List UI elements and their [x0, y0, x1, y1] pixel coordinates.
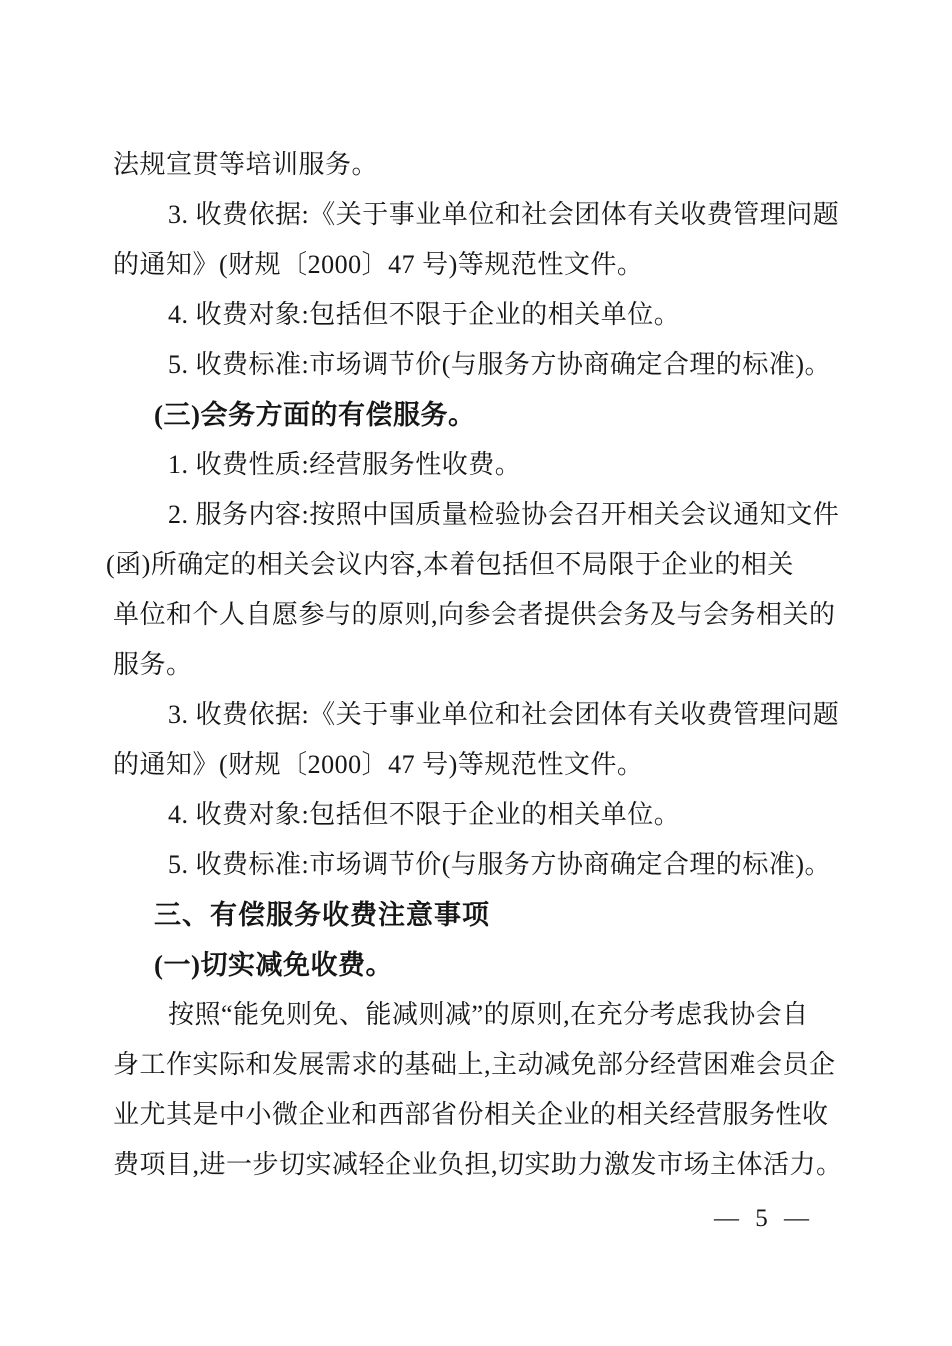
doc-line: 法规宣贯等培训服务。: [113, 150, 379, 179]
doc-line: 2. 服务内容:按照中国质量检验协会召开相关会议通知文件: [168, 500, 840, 529]
doc-line: 5. 收费标准:市场调节价(与服务方协商确定合理的标准)。: [168, 850, 832, 879]
doc-line: 5. 收费标准:市场调节价(与服务方协商确定合理的标准)。: [168, 350, 832, 379]
doc-line: 业尤其是中小微企业和西部省份相关企业的相关经营服务性收: [113, 1100, 829, 1129]
doc-line: 4. 收费对象:包括但不限于企业的相关单位。: [168, 800, 681, 829]
doc-line: 1. 收费性质:经营服务性收费。: [168, 450, 522, 479]
doc-heading-sub: (一)切实减免收费。: [154, 950, 393, 980]
doc-line: 3. 收费依据:《关于事业单位和社会团体有关收费管理问题: [168, 700, 840, 729]
doc-line: 4. 收费对象:包括但不限于企业的相关单位。: [168, 300, 681, 329]
doc-line: 的通知》(财规〔2000〕47 号)等规范性文件。: [113, 750, 644, 779]
doc-line: 按照“能免则免、能减则减”的原则,在充分考虑我协会自: [168, 1000, 809, 1029]
doc-line: 身工作实际和发展需求的基础上,主动减免部分经营困难会员企: [113, 1050, 836, 1079]
page-number: — 5 —: [714, 1205, 814, 1232]
doc-line: 费项目,进一步切实减轻企业负担,切实助力激发市场主体活力。: [113, 1150, 843, 1179]
doc-heading-section: 三、有偿服务收费注意事项: [154, 900, 490, 930]
doc-line: 的通知》(财规〔2000〕47 号)等规范性文件。: [113, 250, 644, 279]
document-body: [106, 140, 849, 1190]
doc-line: 服务。: [113, 650, 193, 679]
doc-line: (函)所确定的相关会议内容,本着包括但不局限于企业的相关: [106, 550, 794, 579]
doc-heading-sub: (三)会务方面的有偿服务。: [154, 400, 476, 430]
doc-line: 3. 收费依据:《关于事业单位和社会团体有关收费管理问题: [168, 200, 840, 229]
doc-line: 单位和个人自愿参与的原则,向参会者提供会务及与会务相关的: [113, 600, 836, 629]
